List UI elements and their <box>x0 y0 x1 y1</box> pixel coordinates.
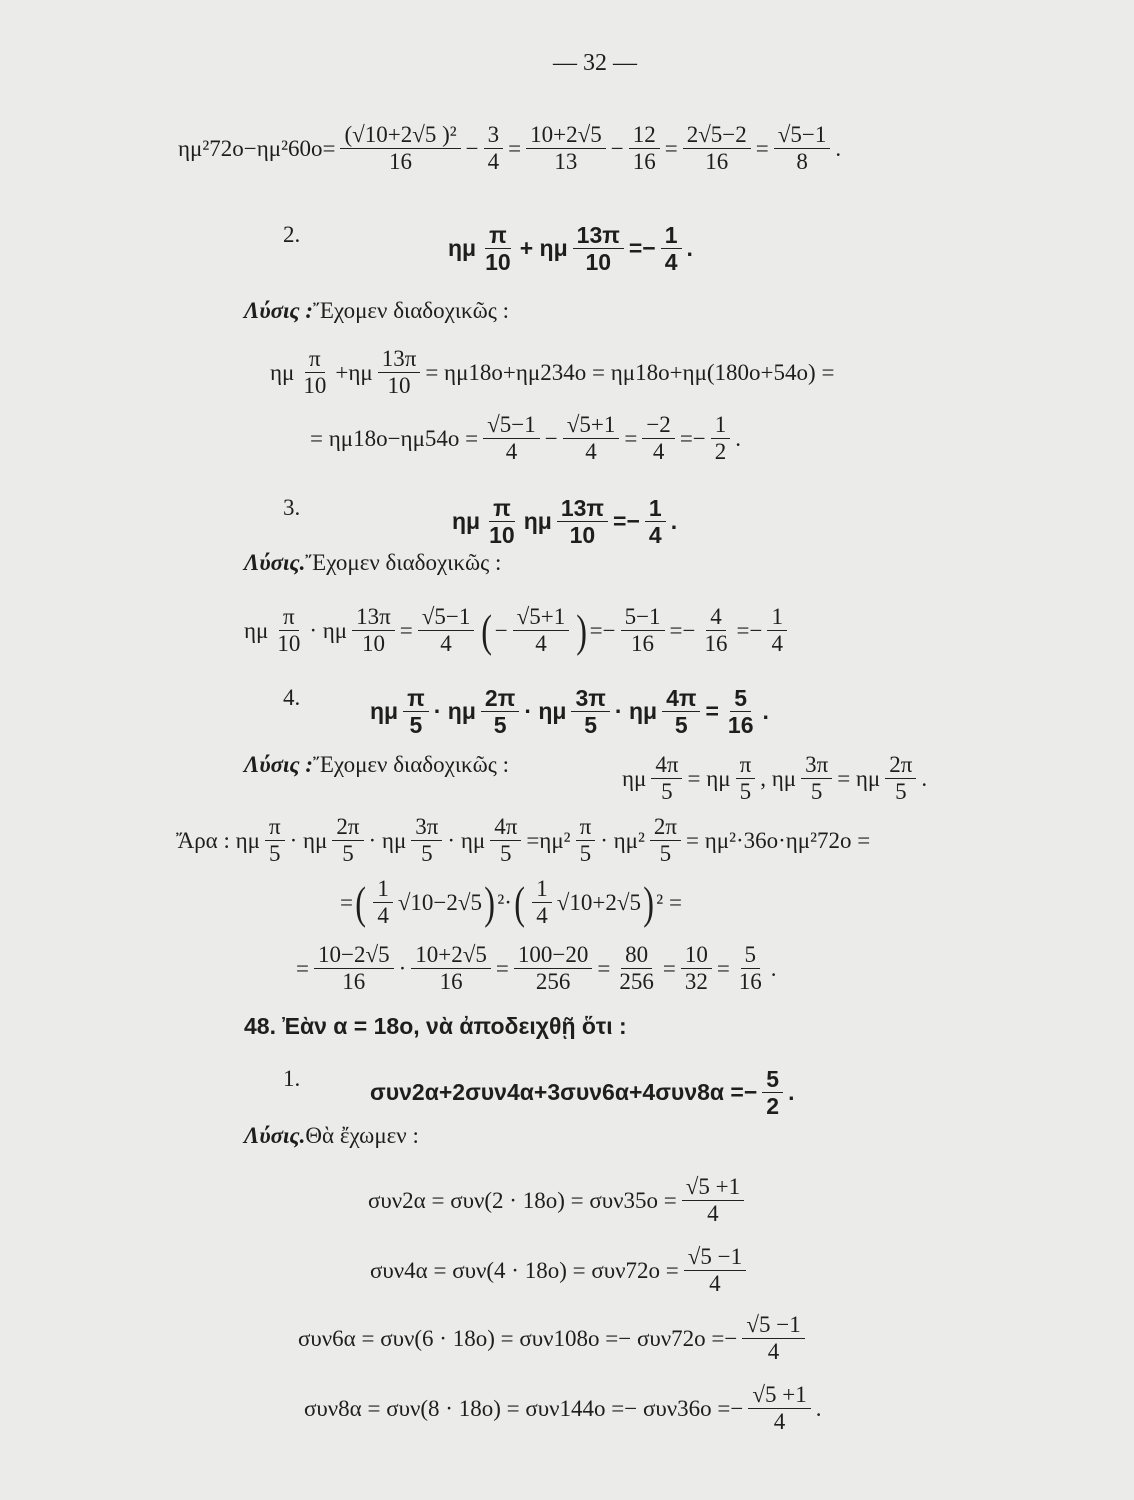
numerator: π <box>403 685 429 712</box>
fraction <box>736 752 756 806</box>
formula-line <box>310 412 741 466</box>
numerator: 12 <box>629 122 660 149</box>
denominator: 10 <box>303 373 327 399</box>
fraction <box>615 942 658 996</box>
denominator: 4 <box>440 631 452 657</box>
fraction <box>532 876 552 930</box>
math-text: =− <box>628 235 656 262</box>
numerator: 3π <box>801 752 832 779</box>
math-text: = ημ18ο−ημ54ο = <box>310 425 479 451</box>
fraction <box>801 752 832 806</box>
denominator: 256 <box>535 969 571 995</box>
denominator: 16 <box>705 149 729 175</box>
denominator: 5 <box>421 841 433 867</box>
denominator: 5 <box>739 779 752 805</box>
math-text: Θὰ ἔχωμεν : <box>305 1123 419 1148</box>
formula-line <box>283 1066 300 1092</box>
fraction <box>378 346 421 400</box>
parenthesis: ( <box>481 604 493 656</box>
formula-line <box>370 1066 794 1120</box>
math-text: = <box>705 698 719 725</box>
denominator: 5 <box>409 712 423 739</box>
fraction <box>563 412 620 466</box>
numerator: 100−20 <box>514 942 592 969</box>
math-text: = <box>399 617 413 643</box>
fraction <box>265 814 285 868</box>
fraction <box>411 942 491 996</box>
math-text: 3. <box>283 495 301 520</box>
formula-line <box>244 604 792 658</box>
fraction <box>571 685 609 739</box>
math-text: . <box>788 1079 795 1106</box>
math-text: − <box>610 135 624 161</box>
formula-line <box>283 495 300 521</box>
math-text: Ἔχομεν διαδοχικῶς : <box>313 298 509 323</box>
denominator: 5 <box>493 712 507 739</box>
math-text: = <box>340 889 353 915</box>
fraction <box>645 495 666 549</box>
fraction <box>490 814 521 868</box>
numerator: √5−1 <box>418 604 475 631</box>
fraction <box>767 604 787 658</box>
denominator: 4 <box>771 631 783 657</box>
math-text: + ημ <box>519 235 568 262</box>
parenthesis: ) <box>484 876 496 928</box>
numerator: √5 −1 <box>684 1244 746 1271</box>
denominator: 13 <box>554 149 578 175</box>
formula-line <box>298 1312 810 1366</box>
math-text: · ημ <box>524 698 567 725</box>
parenthesis: ( <box>355 876 367 928</box>
numerator: 3 <box>484 122 504 149</box>
math-text: − <box>465 135 479 161</box>
parenthesis: ( <box>514 876 525 928</box>
denominator: 5 <box>810 779 823 805</box>
denominator: 16 <box>738 969 762 995</box>
math-text: , ημ <box>760 765 797 791</box>
formula-line <box>283 222 300 248</box>
math-text: = <box>755 135 769 161</box>
denominator: 5 <box>342 841 354 867</box>
math-text: − <box>494 617 508 643</box>
fraction <box>557 495 608 549</box>
denominator: 4 <box>377 903 389 929</box>
math-text: = <box>664 135 678 161</box>
fraction <box>576 814 596 868</box>
denominator: 10 <box>585 249 612 276</box>
numerator: 10−2√5 <box>314 942 394 969</box>
fraction <box>629 122 660 176</box>
numerator: π <box>489 495 515 522</box>
fraction <box>682 1174 744 1228</box>
denominator: 32 <box>684 969 708 995</box>
numerator: π <box>576 814 596 841</box>
numerator: 1 <box>373 876 393 903</box>
denominator: 5 <box>661 779 673 805</box>
denominator: 16 <box>439 969 463 995</box>
math-text: = <box>597 955 611 981</box>
math-text: . <box>735 425 742 451</box>
fraction <box>481 222 515 276</box>
denominator: 4 <box>709 1271 721 1297</box>
math-text: . <box>770 955 777 981</box>
math-text: Ἔχομεν διαδοχικῶς : <box>305 550 502 575</box>
math-text: συν8α = συν(8 · 18ο) = συν144ο =− συν36ο =− <box>304 1395 744 1421</box>
math-text: · ημ <box>433 698 476 725</box>
math-text: · ημ <box>447 827 486 853</box>
math-text: ² = <box>656 889 682 915</box>
fraction <box>513 604 570 658</box>
denominator: 4 <box>487 149 500 175</box>
math-text: Ἄρα : ημ <box>176 827 260 853</box>
numerator: π <box>736 752 756 779</box>
numerator: 80 <box>621 942 652 969</box>
numerator: 5 <box>730 685 751 712</box>
math-text: · ημ <box>289 827 328 853</box>
denominator: 16 <box>727 712 754 739</box>
math-text: · ημ² <box>600 827 645 853</box>
parenthesis: ) <box>643 876 654 928</box>
parenthesis: ) <box>576 604 588 656</box>
denominator: 2 <box>714 439 727 465</box>
solution-label: Λύσις : <box>244 298 314 323</box>
fraction <box>742 1312 804 1366</box>
numerator: 5−1 <box>621 604 665 631</box>
numerator: 2√5−2 <box>683 122 751 149</box>
fraction <box>411 814 442 868</box>
numerator: (√10+2√5 )² <box>340 122 460 149</box>
fraction <box>650 814 681 868</box>
denominator: 10 <box>569 522 596 549</box>
math-text: ημ <box>244 617 269 643</box>
denominator: 5 <box>895 779 907 805</box>
fraction <box>526 122 606 176</box>
fraction <box>774 122 831 176</box>
numerator: √5+1 <box>563 412 620 439</box>
math-text: ημ <box>452 508 481 535</box>
numerator: √5 −1 <box>742 1312 804 1339</box>
denominator: 5 <box>674 712 688 739</box>
denominator: 10 <box>361 631 385 657</box>
denominator: 16 <box>631 631 655 657</box>
denominator: 16 <box>342 969 366 995</box>
fraction <box>701 604 732 658</box>
fraction <box>314 942 394 996</box>
fraction <box>299 346 330 400</box>
formula-line <box>176 814 870 868</box>
fraction <box>642 412 674 466</box>
formula-line <box>244 1123 419 1149</box>
numerator: 4 <box>706 604 726 631</box>
fraction <box>621 604 665 658</box>
fraction <box>484 122 504 176</box>
math-text: +ημ <box>335 359 373 385</box>
fraction <box>340 122 460 176</box>
math-text: συν4α = συν(4 · 18ο) = συν72ο = <box>370 1257 679 1283</box>
numerator: π <box>265 814 285 841</box>
denominator: 4 <box>535 631 547 657</box>
math-text: · ημ <box>614 698 658 725</box>
denominator: 5 <box>584 712 598 739</box>
formula-line <box>244 752 509 778</box>
fraction <box>573 222 624 276</box>
numerator: 10 <box>681 942 712 969</box>
numerator: 3π <box>411 814 442 841</box>
denominator: 256 <box>619 969 654 995</box>
math-text: ημ <box>622 765 647 791</box>
denominator: 4 <box>648 522 662 549</box>
numerator: 13π <box>378 346 421 373</box>
denominator: 2 <box>766 1093 780 1120</box>
denominator: 4 <box>773 1409 786 1435</box>
formula-line <box>244 298 509 324</box>
denominator: 4 <box>707 1201 719 1227</box>
denominator: 8 <box>796 149 808 175</box>
denominator: 16 <box>632 149 656 175</box>
math-text: = <box>296 955 309 981</box>
denominator: 5 <box>579 841 592 867</box>
denominator: 4 <box>536 903 548 929</box>
fraction <box>373 876 393 930</box>
fraction <box>273 604 304 658</box>
formula-line <box>622 752 927 806</box>
math-text: ημ <box>270 359 295 385</box>
math-text: . <box>762 698 769 725</box>
denominator: 4 <box>585 439 597 465</box>
fraction <box>403 685 429 739</box>
math-text: . <box>670 508 678 535</box>
math-text: = <box>508 135 522 161</box>
numerator: 2π <box>332 814 363 841</box>
math-text: · <box>398 955 407 981</box>
math-text: ημ <box>370 698 399 725</box>
denominator: 4 <box>505 439 518 465</box>
denominator: 16 <box>704 631 728 657</box>
math-text: . <box>835 135 842 161</box>
formula-line <box>244 550 501 576</box>
formula-line <box>370 1244 751 1298</box>
denominator: 5 <box>269 841 281 867</box>
numerator: π <box>305 346 325 373</box>
solution-label: Λύσις : <box>244 752 314 777</box>
page-number: — 32 — <box>553 50 637 76</box>
math-text: 4. <box>283 685 301 710</box>
fraction <box>332 814 363 868</box>
math-text: 2. <box>283 222 301 247</box>
fraction <box>485 495 519 549</box>
math-text: =ημ² <box>526 827 571 853</box>
math-text: = <box>624 425 638 451</box>
fraction <box>681 942 712 996</box>
numerator: 2π <box>885 752 916 779</box>
math-text: συν2α+2συν4α+3συν6α+4συν8α =− <box>370 1079 758 1106</box>
numerator: 13π <box>573 222 624 249</box>
numerator: 4π <box>662 685 700 712</box>
fraction <box>684 1244 746 1298</box>
math-text: − <box>544 425 558 451</box>
numerator: 5 <box>741 942 761 969</box>
fraction <box>514 942 592 996</box>
fraction <box>711 412 731 466</box>
math-text: =− <box>613 508 640 535</box>
numerator: 13π <box>352 604 395 631</box>
math-text: ημ²72ο−ημ²60ο= <box>178 135 336 161</box>
denominator: 10 <box>485 249 511 276</box>
math-text: · ημ <box>309 617 348 643</box>
formula-line <box>452 495 677 549</box>
formula-line <box>448 222 693 276</box>
math-text: =− <box>589 617 616 643</box>
numerator: 1 <box>767 604 787 631</box>
math-text: Ἔχομεν διαδοχικῶς : <box>313 752 509 777</box>
formula-line <box>244 1013 627 1040</box>
math-text: √10−2√5 <box>397 889 483 915</box>
denominator: 4 <box>652 439 665 465</box>
denominator: 16 <box>389 149 413 175</box>
solution-label: Λύσις. <box>244 1123 306 1148</box>
numerator: 4π <box>651 752 682 779</box>
numerator: π <box>485 222 511 249</box>
numerator: 2π <box>650 814 681 841</box>
denominator: 5 <box>500 841 512 867</box>
numerator: √5 +1 <box>748 1382 810 1409</box>
math-text: = ημ²·36ο·ημ²72ο = <box>685 827 871 853</box>
denominator: 10 <box>277 631 301 657</box>
math-text: . <box>686 235 693 262</box>
numerator: 2π <box>481 685 519 712</box>
math-text: 48. Ἐὰν α = 18ο, νὰ ἀποδειχθῇ ὅτι : <box>244 1013 627 1039</box>
formula-line <box>304 1382 821 1436</box>
math-text: = <box>662 955 676 981</box>
formula-line <box>283 685 300 711</box>
math-text: . <box>921 765 928 791</box>
math-text: συν6α = συν(6 · 18ο) = συν108ο =− συν72ο =− <box>298 1325 738 1351</box>
numerator: √5−1 <box>483 412 540 439</box>
numerator: 13π <box>557 495 608 522</box>
numerator: √5+1 <box>513 604 570 631</box>
fraction <box>683 122 751 176</box>
numerator: 1 <box>645 495 666 522</box>
fraction <box>748 1382 810 1436</box>
math-text: . <box>815 1395 822 1421</box>
numerator: −2 <box>642 412 674 439</box>
formula-line <box>178 122 841 176</box>
math-text: 1. <box>283 1066 301 1091</box>
math-text: = ημ <box>687 765 731 791</box>
numerator: 4π <box>490 814 521 841</box>
formula-line <box>370 685 769 739</box>
formula-line <box>270 346 834 400</box>
formula-line <box>340 876 682 930</box>
math-text: συν2α = συν(2 · 18ο) = συν35ο = <box>368 1187 677 1213</box>
fraction <box>661 222 682 276</box>
numerator: 5 <box>762 1066 783 1093</box>
denominator: 4 <box>767 1339 780 1365</box>
fraction <box>481 685 519 739</box>
denominator: 10 <box>387 373 411 399</box>
math-text: =− <box>669 617 696 643</box>
denominator: 5 <box>659 841 672 867</box>
math-text: =− <box>736 617 763 643</box>
formula-line <box>368 1174 749 1228</box>
math-text: = ημ <box>837 765 881 791</box>
math-text: ημ <box>448 235 477 262</box>
fraction <box>724 685 758 739</box>
fraction <box>418 604 475 658</box>
math-text: = ημ18ο+ημ234ο = ημ18ο+ημ(180ο+54ο) = <box>425 359 835 385</box>
fraction <box>352 604 395 658</box>
solution-label: Λύσις. <box>244 550 306 575</box>
numerator: 3π <box>571 685 609 712</box>
fraction <box>762 1066 783 1120</box>
math-text: =− <box>679 425 706 451</box>
denominator: 4 <box>664 249 678 276</box>
math-text: √10+2√5 <box>556 889 641 915</box>
numerator: √5−1 <box>774 122 831 149</box>
math-text: · ημ <box>368 827 407 853</box>
math-text: = <box>495 955 509 981</box>
numerator: 1 <box>661 222 682 249</box>
numerator: π <box>279 604 299 631</box>
fraction <box>735 942 766 996</box>
fraction <box>483 412 540 466</box>
math-text: ημ <box>523 508 552 535</box>
numerator: 10+2√5 <box>411 942 491 969</box>
numerator: 1 <box>532 876 552 903</box>
math-text: ²· <box>497 889 512 915</box>
fraction <box>651 752 682 806</box>
denominator: 10 <box>489 522 515 549</box>
numerator: 1 <box>711 412 731 439</box>
math-text: = <box>716 955 730 981</box>
numerator: 10+2√5 <box>526 122 606 149</box>
fraction <box>885 752 916 806</box>
numerator: √5 +1 <box>682 1174 744 1201</box>
formula-line <box>296 942 777 996</box>
fraction <box>662 685 700 739</box>
